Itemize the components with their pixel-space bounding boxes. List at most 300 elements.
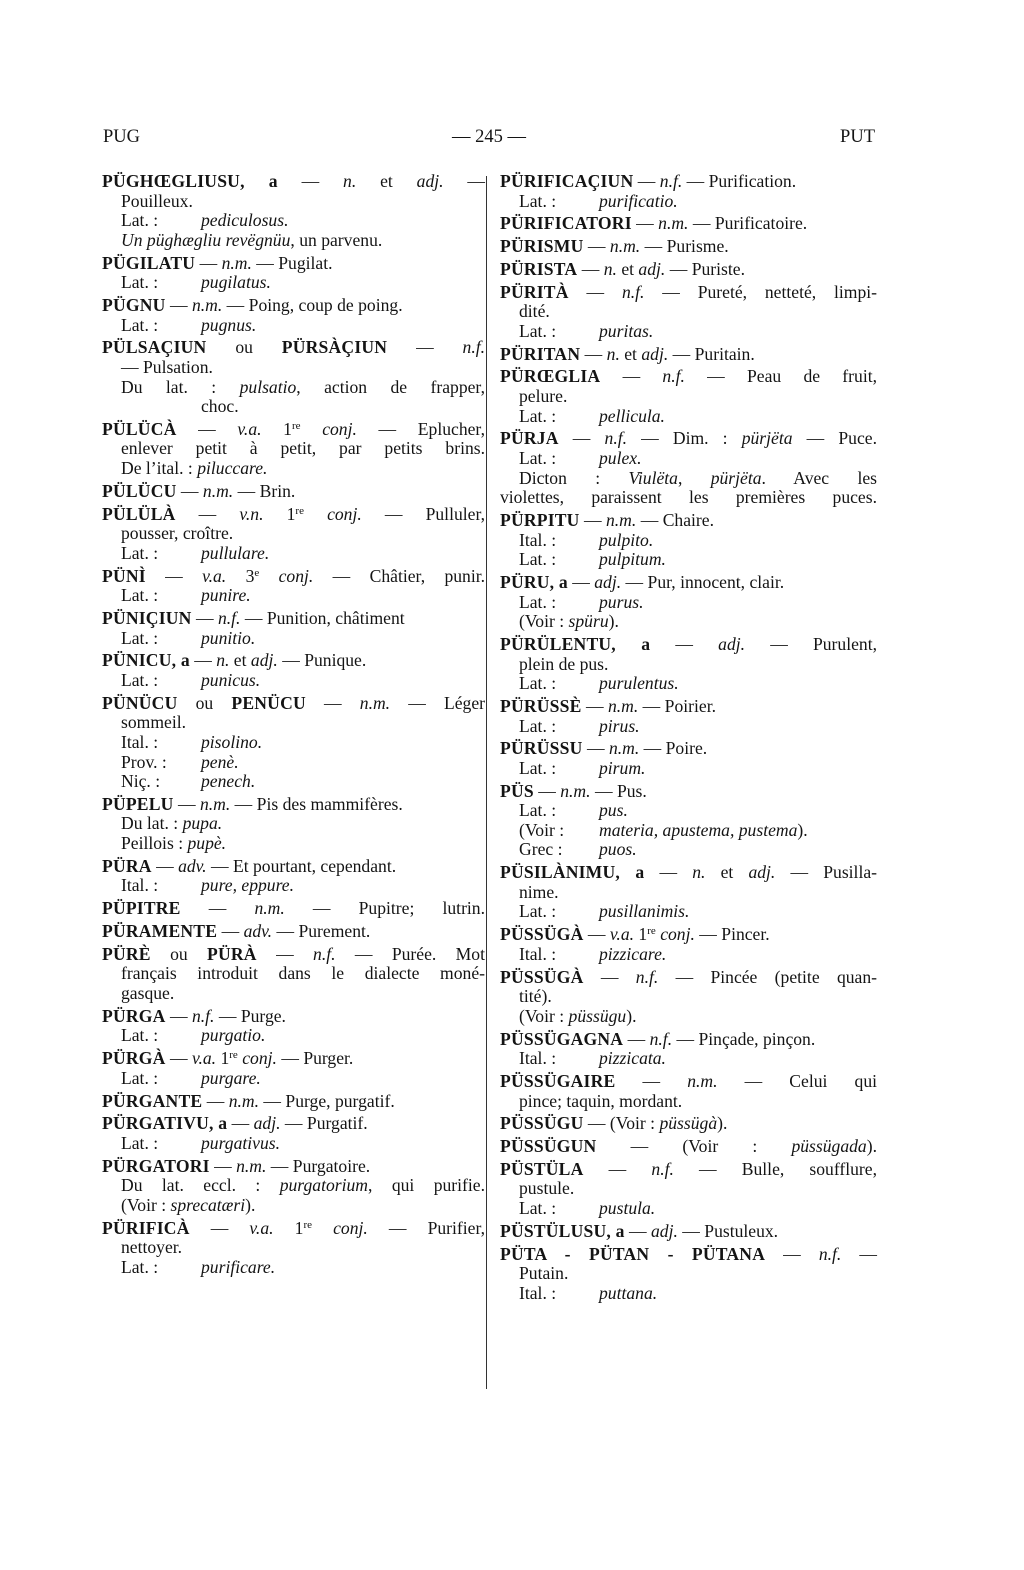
headword: PÜRÈ bbox=[102, 943, 151, 964]
italic-text: pusillanimis. bbox=[599, 901, 690, 922]
text: — Purger. bbox=[276, 1048, 354, 1069]
headword: PÜPITRE bbox=[102, 898, 181, 919]
dictionary-entry bbox=[500, 782, 877, 860]
text: — bbox=[650, 633, 719, 654]
italic-text: n.m. bbox=[359, 692, 391, 713]
text: Peillois : bbox=[121, 833, 188, 854]
headword: PÜTA - PÜTAN - PÜTANA bbox=[500, 1243, 766, 1264]
text: — Peau de fruit, bbox=[684, 366, 877, 387]
page-number: — 245 — bbox=[452, 127, 526, 147]
italic-text: puttana. bbox=[599, 1282, 658, 1303]
entry-line bbox=[500, 407, 877, 427]
etymology-label: Lat. : bbox=[519, 591, 557, 612]
entry-headline bbox=[500, 283, 877, 303]
text: (Voir : bbox=[519, 611, 569, 632]
italic-text: n.m. bbox=[228, 1090, 260, 1111]
entry-line bbox=[102, 378, 485, 398]
text: — bbox=[165, 294, 192, 315]
superscript: re bbox=[291, 419, 301, 432]
left-guide-word: PUG bbox=[103, 127, 141, 147]
etymology-label: Lat. : bbox=[519, 1198, 557, 1219]
entry-headline bbox=[102, 1007, 485, 1027]
entry-line bbox=[500, 759, 877, 779]
entry-headline bbox=[500, 782, 877, 802]
italic-text: n.f. bbox=[217, 607, 241, 628]
italic-text: pulsatio bbox=[239, 376, 297, 397]
entry-headline bbox=[500, 237, 877, 257]
text: — bbox=[189, 1217, 250, 1238]
etymology-label: Lat. : bbox=[519, 757, 557, 778]
text: pelure. bbox=[519, 386, 568, 407]
text: — bbox=[443, 171, 485, 191]
dictionary-entry bbox=[102, 482, 485, 502]
dictionary-entry bbox=[102, 795, 485, 854]
entry-line bbox=[102, 772, 485, 792]
dictionary-entry bbox=[102, 609, 485, 648]
entry-headline bbox=[102, 857, 485, 877]
text: 1 bbox=[263, 503, 296, 524]
italic-text: v.n. bbox=[239, 503, 264, 524]
entry-line bbox=[500, 531, 877, 551]
italic-text: pus. bbox=[599, 800, 628, 821]
text: ). bbox=[626, 1005, 637, 1026]
entry-line bbox=[500, 1284, 877, 1304]
dictionary-entry bbox=[102, 945, 485, 1004]
text: — Pis des mammifères. bbox=[230, 793, 403, 814]
dictionary-entry bbox=[102, 857, 485, 896]
headword: PÜRU, a bbox=[500, 571, 568, 592]
entry-line bbox=[500, 655, 877, 675]
dictionary-entry bbox=[500, 739, 877, 778]
italic-text: spüru bbox=[568, 611, 609, 632]
entry-line bbox=[102, 733, 485, 753]
text: — Poirier. bbox=[638, 695, 716, 716]
headword: PÜRIFICAÇIUN bbox=[500, 171, 634, 191]
dictionary-entry bbox=[500, 1160, 877, 1219]
entry-line bbox=[500, 883, 877, 903]
entry-line bbox=[102, 671, 485, 691]
column-divider bbox=[486, 176, 487, 1389]
entry-headline bbox=[500, 635, 877, 655]
entry-line bbox=[102, 586, 485, 606]
text: ). bbox=[245, 1194, 256, 1215]
text: — bbox=[583, 966, 636, 987]
entry-headline bbox=[500, 1072, 877, 1092]
headword: PÜSSÜGUN bbox=[500, 1136, 597, 1157]
italic-text: pulpito. bbox=[599, 529, 654, 550]
text: — bbox=[533, 780, 561, 801]
headword: PÜSSÜGU bbox=[500, 1113, 584, 1134]
italic-text: n.f. bbox=[659, 171, 683, 191]
entry-headline bbox=[102, 482, 485, 502]
italic-text: purgatio. bbox=[201, 1025, 266, 1046]
dictionary-entry bbox=[102, 899, 485, 919]
italic-text: purgatorium bbox=[279, 1175, 369, 1196]
text: Pouilleux. bbox=[121, 190, 193, 211]
entry-headline bbox=[500, 1245, 877, 1265]
entry-line bbox=[102, 1196, 485, 1216]
etymology-label: Lat. : bbox=[519, 673, 557, 694]
etymology-label: Lat. : bbox=[121, 669, 159, 690]
text: et bbox=[616, 258, 639, 279]
etymology-label: Prov. : bbox=[121, 751, 167, 772]
dictionary-entry bbox=[102, 1049, 485, 1088]
italic-text: n. bbox=[692, 862, 706, 883]
headword: PÜGHŒGLIUSU, a bbox=[102, 171, 278, 191]
headword: PÜS bbox=[500, 780, 534, 801]
italic-text: conj. bbox=[327, 503, 362, 524]
text: — bbox=[582, 738, 609, 759]
entry-line bbox=[500, 593, 877, 613]
dictionary-entry bbox=[500, 1114, 877, 1134]
dictionary-entry bbox=[500, 511, 877, 570]
entry-headline bbox=[102, 1219, 485, 1239]
italic-text: pediculosus. bbox=[201, 210, 289, 231]
text: français introduit dans le dialecte moné- bbox=[121, 963, 485, 984]
text: — Punique. bbox=[277, 650, 367, 671]
etymology-label: Ital. : bbox=[519, 1048, 557, 1069]
italic-text: adj. bbox=[253, 1113, 281, 1134]
italic-text: v.a. bbox=[237, 418, 262, 439]
italic-text: adj. bbox=[250, 650, 278, 671]
italic-text: pulpitum. bbox=[599, 549, 666, 570]
italic-text: Viulëta bbox=[628, 467, 678, 488]
text: nime. bbox=[519, 881, 559, 902]
headword: PÜSSÜGÀ bbox=[500, 924, 584, 945]
text: — Puriste. bbox=[665, 258, 745, 279]
dictionary-entry bbox=[102, 1114, 485, 1153]
headword: PÜSSÜGAGNA bbox=[500, 1028, 624, 1049]
text: pousser, croître. bbox=[121, 523, 234, 544]
text: — Purgatif. bbox=[280, 1113, 368, 1134]
text bbox=[301, 419, 323, 439]
italic-text: pirus. bbox=[599, 715, 640, 736]
text: — bbox=[165, 1048, 192, 1069]
text: , qui purifie. bbox=[368, 1175, 485, 1196]
headword: PÜLÜCÀ bbox=[102, 418, 177, 439]
italic-text: n.m. bbox=[658, 213, 689, 234]
italic-text: püssügu bbox=[568, 1005, 627, 1026]
entry-line bbox=[102, 211, 485, 231]
entry-line bbox=[102, 358, 485, 378]
italic-text: penech. bbox=[201, 771, 256, 792]
superscript: e bbox=[254, 566, 260, 579]
italic-text: purus. bbox=[599, 591, 644, 612]
text: (Voir : bbox=[519, 1005, 569, 1026]
italic-text: n.m. bbox=[191, 294, 223, 315]
dictionary-entry bbox=[500, 345, 877, 365]
entry-headline bbox=[102, 338, 485, 358]
text bbox=[259, 566, 278, 586]
italic-text: materia, apustema, pustema bbox=[599, 819, 798, 840]
text: — Purement. bbox=[272, 921, 371, 941]
headword: PÜSSÜGÀ bbox=[500, 966, 584, 987]
italic-text: n.m. bbox=[609, 236, 641, 257]
entry-line bbox=[500, 550, 877, 570]
headword: PÜRIFICÀ bbox=[102, 1217, 190, 1238]
headword: PÜRA bbox=[102, 855, 152, 876]
text: et bbox=[705, 862, 749, 883]
text: — bbox=[175, 503, 240, 524]
text: — bbox=[600, 366, 663, 387]
text: (Voir : bbox=[121, 1194, 171, 1215]
headword: PÜRISMU bbox=[500, 236, 584, 257]
etymology-label: Lat. : bbox=[121, 314, 159, 335]
italic-text: penè. bbox=[201, 751, 239, 772]
entry-line bbox=[500, 302, 877, 322]
text: — bbox=[577, 258, 604, 279]
text: ou bbox=[150, 943, 208, 964]
italic-text: pulex. bbox=[599, 448, 642, 469]
right-column bbox=[500, 172, 877, 1307]
entry-line bbox=[500, 449, 877, 469]
italic-text: pustula. bbox=[599, 1198, 656, 1219]
text: — bbox=[841, 1243, 877, 1264]
text: — Bulle, soufflure, bbox=[673, 1158, 877, 1179]
headword: PÜGNU bbox=[102, 294, 166, 315]
entry-line bbox=[500, 612, 877, 632]
text bbox=[304, 504, 327, 524]
text: — bbox=[583, 1158, 652, 1179]
text: — Pusilla- bbox=[775, 862, 877, 883]
entry-headline bbox=[500, 573, 877, 593]
entry-line bbox=[500, 801, 877, 821]
text: — bbox=[623, 1028, 650, 1049]
dictionary-entry bbox=[102, 338, 485, 416]
etymology-label: Ital. : bbox=[519, 529, 557, 550]
text: — Pugilat. bbox=[251, 252, 333, 273]
dictionary-entry bbox=[102, 1092, 485, 1112]
headword: PÜPELU bbox=[102, 793, 174, 814]
headword: PÜRGATIVU, a bbox=[102, 1113, 228, 1134]
entry-line bbox=[500, 192, 877, 212]
text: violettes, paraissent les premières puces. bbox=[500, 487, 877, 508]
text: — bbox=[176, 480, 203, 501]
text: — Purification. bbox=[682, 171, 797, 191]
headword: PÜLÜCU bbox=[102, 480, 177, 501]
dictionary-entry bbox=[500, 429, 877, 507]
entry-headline bbox=[500, 1222, 877, 1242]
italic-text: n.m. bbox=[221, 252, 252, 273]
text: — bbox=[633, 171, 660, 191]
etymology-label: Lat. : bbox=[121, 585, 159, 606]
italic-text: n.f. bbox=[462, 337, 486, 358]
italic-text: pupa. bbox=[182, 813, 223, 834]
italic-text: n.f. bbox=[604, 428, 628, 449]
text: — Purificatoire. bbox=[688, 213, 808, 234]
italic-text: conj. bbox=[322, 418, 357, 439]
entry-headline bbox=[500, 863, 877, 883]
dictionary-entry bbox=[102, 296, 485, 335]
text: — bbox=[305, 692, 360, 713]
dictionary-entry bbox=[102, 694, 485, 792]
headword: PÜRÀ bbox=[207, 943, 257, 964]
entry-headline bbox=[500, 260, 877, 280]
headword: PÜRGATORI bbox=[102, 1155, 210, 1176]
entry-line bbox=[102, 814, 485, 834]
superscript: re bbox=[647, 925, 656, 938]
entry-headline bbox=[102, 505, 485, 525]
superscript: re bbox=[303, 1218, 312, 1231]
text: pustule. bbox=[519, 1178, 575, 1199]
text: ). bbox=[717, 1113, 728, 1134]
text: , un parvenu. bbox=[290, 229, 383, 250]
entry-line bbox=[500, 1179, 877, 1199]
text: Putain. bbox=[519, 1263, 569, 1284]
etymology-label: Lat. : bbox=[121, 210, 159, 231]
text: tité). bbox=[519, 986, 552, 1007]
text: — bbox=[202, 1090, 229, 1111]
headword: PENÜCU bbox=[231, 692, 306, 713]
headword: PÜRŒGLIA bbox=[500, 366, 601, 387]
entry-headline bbox=[500, 214, 877, 234]
text: — (Voir : bbox=[583, 1113, 660, 1134]
entry-line bbox=[102, 1026, 485, 1046]
entry-headline bbox=[500, 367, 877, 387]
text: De l’ital. : bbox=[121, 458, 198, 479]
text: — bbox=[277, 171, 344, 191]
entry-headline bbox=[102, 296, 485, 316]
text: — bbox=[151, 855, 179, 876]
text: — Léger bbox=[390, 692, 485, 713]
text: . Avec les bbox=[761, 467, 877, 488]
entry-line bbox=[102, 629, 485, 649]
etymology-label: Ital. : bbox=[519, 1282, 557, 1303]
text: — bbox=[615, 1070, 688, 1091]
entry-line bbox=[500, 840, 877, 860]
entry-line bbox=[102, 1134, 485, 1154]
text: , bbox=[677, 467, 711, 488]
text: — bbox=[209, 1155, 237, 1176]
text: — bbox=[765, 1243, 819, 1264]
italic-text: n.f. bbox=[635, 966, 659, 987]
text: et bbox=[229, 650, 251, 671]
italic-text: conj. bbox=[660, 924, 695, 945]
entry-headline bbox=[102, 420, 485, 440]
entry-headline bbox=[500, 1137, 877, 1157]
entry-headline bbox=[102, 254, 485, 274]
italic-text: purificare. bbox=[201, 1256, 276, 1277]
entry-headline bbox=[500, 1114, 877, 1134]
text: 1 bbox=[216, 1048, 230, 1069]
entry-line bbox=[102, 1069, 485, 1089]
text: — bbox=[579, 510, 606, 530]
entry-line bbox=[500, 1264, 877, 1284]
entry-line bbox=[102, 876, 485, 896]
italic-text: purgativus. bbox=[201, 1132, 281, 1153]
text: sommeil. bbox=[121, 712, 186, 733]
entry-headline bbox=[102, 1114, 485, 1134]
italic-text: adv. bbox=[178, 855, 207, 876]
italic-text: n. bbox=[606, 343, 620, 364]
etymology-label: Lat. : bbox=[519, 320, 557, 341]
entry-line bbox=[500, 1007, 877, 1027]
italic-text: n.f. bbox=[649, 1028, 673, 1049]
entry-headline bbox=[500, 1160, 877, 1180]
text: Dicton : bbox=[519, 467, 629, 488]
text: — Pus. bbox=[590, 780, 647, 801]
dictionary-entry bbox=[102, 254, 485, 293]
entry-line bbox=[500, 717, 877, 737]
entry-headline bbox=[102, 567, 485, 587]
headword: PÜLSAÇIUN bbox=[102, 337, 207, 358]
text: 1 bbox=[634, 924, 648, 945]
entry-line bbox=[102, 713, 485, 733]
text: — Pincer. bbox=[694, 924, 770, 945]
entry-headline bbox=[500, 739, 877, 759]
headword: PÜRAMENTE bbox=[102, 921, 218, 941]
entry-headline bbox=[500, 429, 877, 449]
text: nettoyer. bbox=[121, 1237, 183, 1258]
italic-text: conj. bbox=[278, 565, 314, 586]
italic-text: adj. bbox=[641, 343, 669, 364]
italic-text: puos. bbox=[599, 839, 637, 860]
entry-line bbox=[500, 821, 877, 841]
headword: PÜNICU, a bbox=[102, 650, 190, 671]
entry-line bbox=[102, 273, 485, 293]
italic-text: n.m. bbox=[202, 480, 234, 501]
italic-text: pupè. bbox=[187, 833, 227, 854]
text: — bbox=[256, 943, 314, 964]
italic-text: n. bbox=[343, 171, 357, 191]
etymology-label: Lat. : bbox=[519, 448, 557, 469]
entry-line bbox=[500, 674, 877, 694]
italic-text: punire. bbox=[201, 585, 251, 606]
headword: PÜRJA bbox=[500, 428, 559, 449]
entry-line bbox=[500, 488, 877, 508]
text: — Poire. bbox=[639, 738, 708, 759]
dictionary-entry bbox=[500, 1222, 877, 1242]
text: — bbox=[568, 281, 622, 302]
text: 1 bbox=[273, 1217, 304, 1238]
entry-headline bbox=[102, 945, 485, 965]
dictionary-entry bbox=[102, 505, 485, 564]
entry-line bbox=[500, 469, 877, 489]
text: — bbox=[583, 924, 610, 945]
italic-text: pizzicare. bbox=[599, 943, 667, 964]
headword: PÜNIÇIUN bbox=[102, 607, 192, 628]
entry-line bbox=[500, 1199, 877, 1219]
entry-line bbox=[102, 316, 485, 336]
entry-line bbox=[102, 397, 485, 417]
dictionary-entry bbox=[500, 968, 877, 1027]
headword: PÜRÜLENTU, a bbox=[500, 633, 651, 654]
italic-text: n.m. bbox=[560, 780, 591, 801]
dictionary-entry bbox=[500, 1072, 877, 1111]
italic-text: v.a. bbox=[191, 1048, 217, 1069]
entry-line bbox=[102, 1258, 485, 1278]
entry-line bbox=[102, 1238, 485, 1258]
italic-text: püssügà bbox=[659, 1113, 718, 1134]
entry-line bbox=[102, 439, 485, 459]
etymology-label: Grec : bbox=[519, 839, 563, 860]
italic-text: pürjëta bbox=[741, 428, 793, 449]
italic-text: n.f. bbox=[651, 1158, 674, 1179]
etymology-label: Lat. : bbox=[121, 1067, 159, 1088]
headword: PÜRÜSSU bbox=[500, 738, 583, 759]
dictionary-entry bbox=[500, 260, 877, 280]
text: — bbox=[631, 213, 659, 234]
entry-line bbox=[500, 322, 877, 342]
entry-headline bbox=[102, 1092, 485, 1112]
text: — bbox=[145, 565, 203, 586]
dictionary-entry bbox=[500, 1245, 877, 1304]
right-guide-word: PUT bbox=[840, 127, 875, 147]
entry-line bbox=[102, 964, 485, 984]
italic-text: punitio. bbox=[201, 627, 256, 648]
entry-line bbox=[102, 753, 485, 773]
text: — Purge. bbox=[214, 1005, 286, 1026]
